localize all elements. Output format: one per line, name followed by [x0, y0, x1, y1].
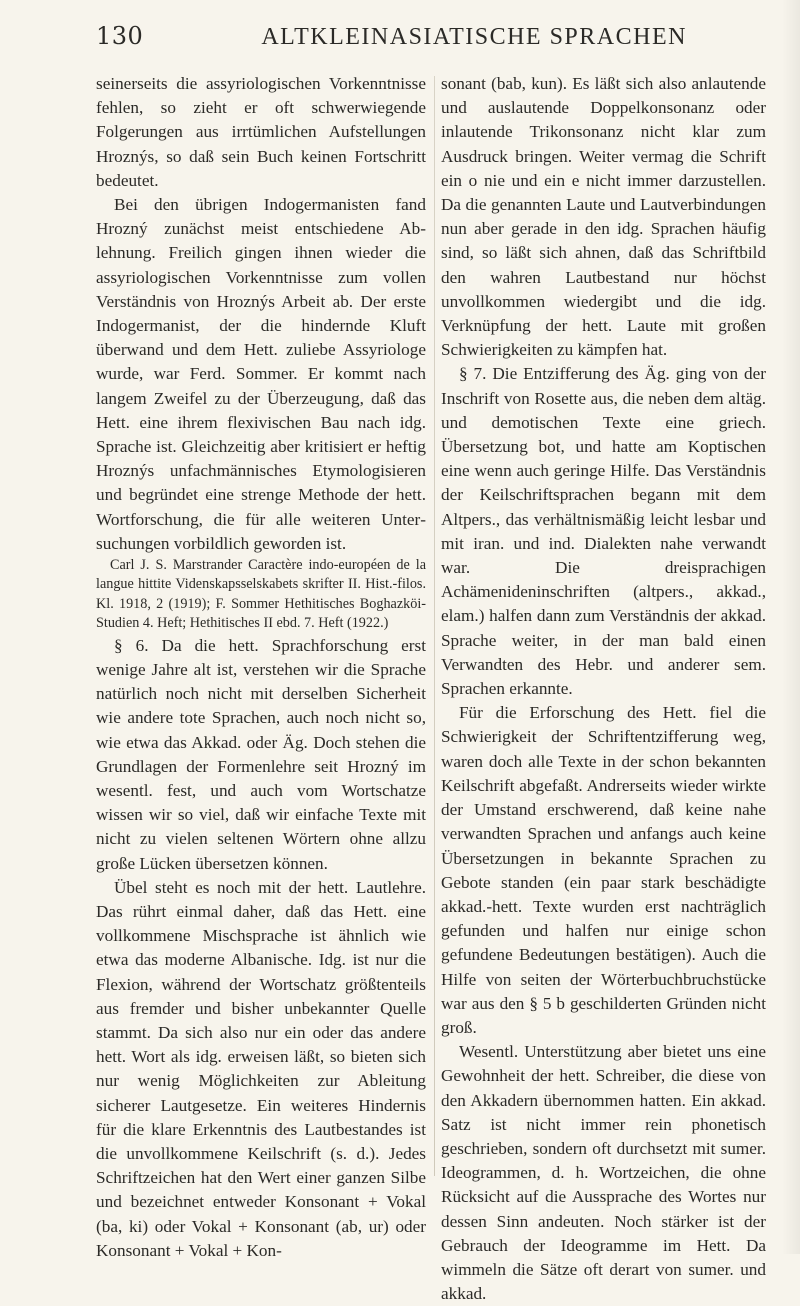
paragraph: Wesentl. Unterstützung aber bietet uns eine Gewohnheit der hett. Schreiber, die diese von den Akkadern übernommen hatten. Ein akkad. Satz ist nicht immer rein phonetisch geschrieben, sondern oft durchsetzt mit sumer. Ideogrammen, d. h. Wortzeichen, die ohne Rücksicht auf die Aussprache des Wortes nur dessen Sinn andeuten. Noch stärker ist der Gebrauch der Ideogramme im Hett. Da wimmeln die Sätze oft derart von sumer. und akkad.: [441, 1042, 766, 1304]
paragraph: Bei den übrigen Indogermanisten fand Hrozný zunächst meist entschiedene Ablehnung. Freilich gingen ihnen wieder die assyriologischen Vorkenntnisse zum vollen Verständnis von Hroznýs Arbeit ab. Der erste Indogermanist, der die hindernde Kluft überwand und dem Hett. zuliebe Assyriologe wurde, war Ferd. Sommer. Er kommt nach langem Zweifel zu der Überzeugung, daß das Hett. eine ihrem flexivischen Bau nach idg. Sprache ist. Gleichzeitig aber kritisiert er heftig Hroznýs unfachmännisches Etymologisieren und begründet eine strenge Methode der hett. Wortforschung, die für alle weiteren Untersuchungen vorbildlich geworden ist.: [96, 195, 426, 553]
section-6-paragraph: § 6. Da die hett. Sprachforschung erst wenige Jahre alt ist, verstehen wir die Sprache natürlich noch nicht mit derselben Sicherheit wie andere tote Sprachen, auch noch nicht so, wie etwa das Akkad. oder Äg. Doch stehen die Grundlagen der Formenlehre seit Hrozný im wesentl. fest, und auch vom Wortschatze wissen wir so viel, daß wir einfache Texte mit nicht zu vielen seltenen Wörtern ohne allzu große Lücken übersetzen können.: [96, 635, 426, 873]
column-divider: [434, 76, 435, 1176]
page-edge-shadow: [782, 0, 800, 1254]
paragraph: Für die Erforschung des Hett. fiel die Schwierigkeit der Schriftentzifferung weg, waren doch alle Texte in der schon bekannten Keilschrift abgefaßt. Andrerseits wieder wirkte der Umstand erschwerend, daß keine nahe verwandten Sprachen und anfangs auch keine Übersetzungen in bekannte Sprachen zu Gebote standen (ein paar stark beschädigte akkad.-hett. Texte wurden erst nachträglich gefunden und halfen nur einige schon gefundene Bedeutungen bestätigen). Auch die Hilfe von seiten der Wörterbuchbruchstücke war aus den § 5 b geschilderten Gründen nicht groß.: [441, 703, 766, 1037]
page-number: 130: [96, 22, 144, 50]
paragraph: sonant (bab, kun). Es läßt sich also anlautende und auslautende Doppelkonsonanz oder inlautende Trikonsonanz nicht klar zum Ausdruck bringen. Weiter vermag die Schrift ein o nie und ein e nicht immer darzustellen. Da die genannten Laute und Lautverbindungen nun aber gerade in den idg. Sprachen häufig sind, so läßt sich ahnen, daß das Schriftbild den wahren Lautbestand nur höchst unvollkommen wiedergibt und die idg. Verknüpfung der hett. Laute mit großen Schwierigkeiten zu kämpfen hat.: [441, 74, 766, 360]
paragraph: Übel steht es noch mit der hett. Lautlehre. Das rührt einmal daher, daß das Hett. eine vollkommene Mischsprache ist ähnlich wie etwa das moderne Albanische. Idg. ist nur die Flexion, während der Wortschatz größtenteils aus fremder und bisher unbekannter Quelle stammt. Da sich also nur ein oder das andere hett. Wort als idg. erweisen läßt, so bieten sich nur wenig Möglichkeiten zur Ableitung sicherer Lautgesetze. Ein weiteres Hindernis für die klare Erkenntnis des Lautbestandes ist die unvollkommene Keilschrift (s. d.). Jedes Schriftzeichen hat den Wert einer ganzen Silbe und bezeichnet entweder Konsonant + Vokal (ba, ki) oder Vokal + Konsonant (ab, ur) oder Konsonant + Vokal + Kon-: [96, 877, 426, 1260]
left-column: [96, 72, 426, 1263]
paragraph: seinerseits die assyriologischen Vorkenntnisse fehlen, so zieht er oft schwerwiegende Folgerungen aus irrtümlichen Aufstellungen Hroznýs, so daß sein Buch keinen Fortschritt bedeutet.: [96, 74, 426, 190]
page-header: [96, 22, 786, 62]
running-title: ALTKLEINASIATISCHE SPRACHEN: [261, 24, 687, 50]
section-7-paragraph: § 7. Die Entzifferung des Äg. ging von der Inschrift von Rosette aus, die neben dem altäg. und demotischen Texte eine griech. Übersetzung bot, und hatte am Koptischen eine wenn auch geringe Hilfe. Das Verständnis der Keilschriftsprachen begann mit dem Altpers., das verhältnismäßig leicht lesbar und mit iran. und ind. Dialekten nahe verwandt war. Die dreisprachigen Achämenideninschriften (altpers., akkad., elam.) halfen dann zum Verständnis der akkad. Sprache weiter, in der man bald einen Verwandten des Hebr. und anderer sem. Sprachen erkannte.: [441, 364, 766, 699]
right-column: [441, 72, 766, 1306]
bibliography-note: Carl J. S. Marstrander Caractère indo-européen de la langue hittite Videnskapsselskabets skrifter II. Hist.-filos. Kl. 1918, 2 (1919); F. Sommer Hethitisches Boghazköi-Studien 4. Heft; Hethitisches II ebd. 7. Heft (1922.): [96, 557, 426, 632]
